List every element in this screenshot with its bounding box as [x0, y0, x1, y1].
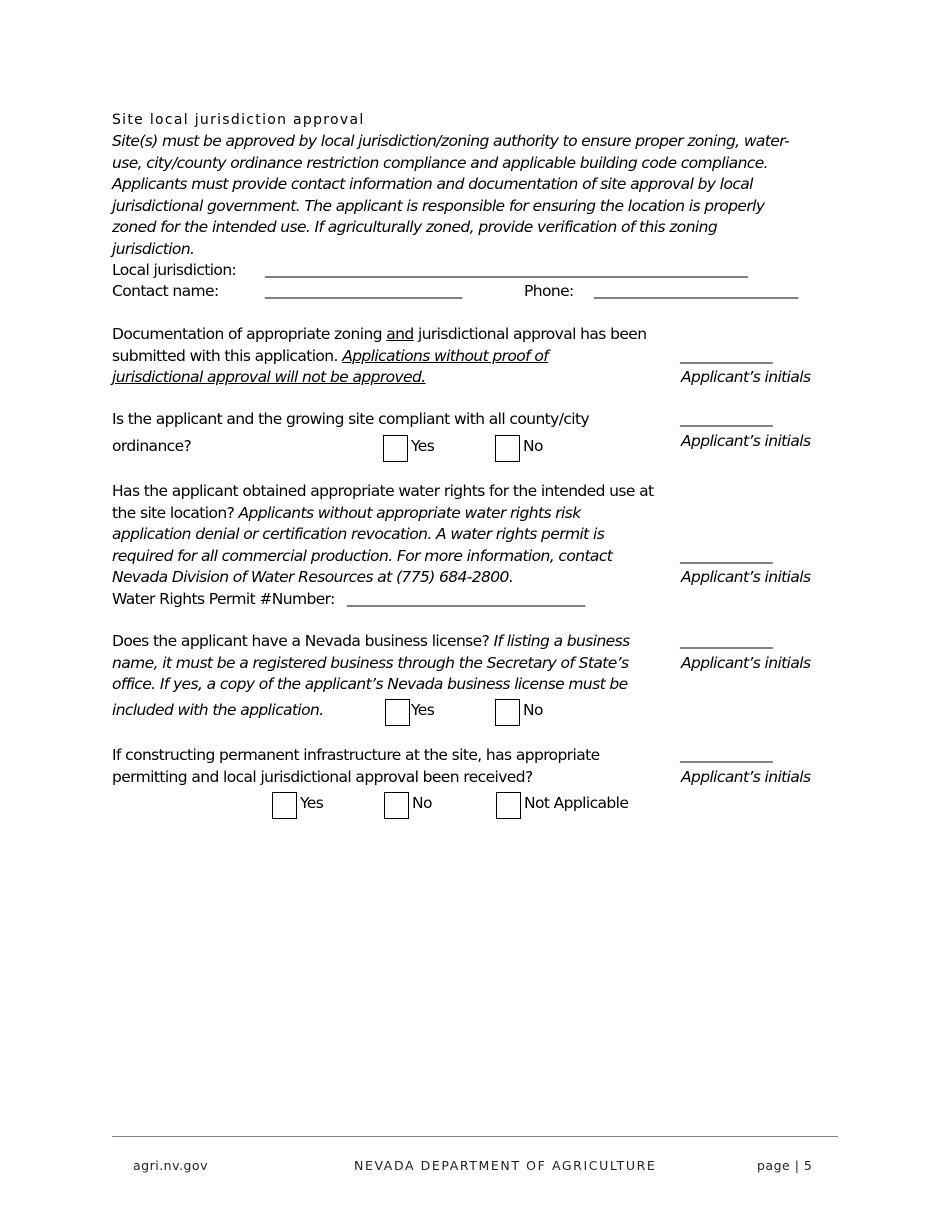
- q5-no-label: No: [412, 794, 432, 812]
- q2-line-2: ordinance?: [112, 437, 192, 455]
- q4-line-4: included with the application.: [112, 701, 324, 719]
- q4-line-2: name, it must be a registered business through the Secretary of State’s: [112, 653, 629, 672]
- q3-permit-label: Water Rights Permit #Number:: [112, 589, 335, 608]
- q2-line-1: Is the applicant and the growing site compliant with all county/city: [112, 410, 590, 428]
- q3-text-plain: the site location?: [112, 503, 239, 522]
- q5-initials-label: Applicant’s initials: [681, 767, 811, 786]
- q5-yes-label: Yes: [300, 794, 324, 812]
- q3-initials-field[interactable]: ______________: [680, 547, 773, 564]
- q5-initials-field[interactable]: ______________: [680, 747, 773, 763]
- q3-line-1: Has the applicant obtained appropriate water rights for the intended use at: [112, 482, 654, 500]
- q4-no-label: No: [523, 701, 543, 719]
- q2-no-label: No: [523, 437, 543, 455]
- q5-line-1: If constructing permanent infrastructure at the site, has appropriate: [112, 746, 600, 764]
- intro-line-6: jurisdiction.: [112, 239, 195, 258]
- q4-yes-checkbox[interactable]: [385, 699, 410, 726]
- local-jurisdiction-label: Local jurisdiction:: [112, 261, 237, 279]
- q4-text-plain: Does the applicant have a Nevada business license?: [112, 632, 494, 650]
- q1-line-2: [112, 346, 548, 368]
- q1-initials-field[interactable]: ______________: [680, 347, 773, 364]
- q5-na-label: Not Applicable: [524, 794, 629, 812]
- q1-text-b: jurisdictional approval has been: [413, 325, 647, 343]
- q2-initials-field[interactable]: ______________: [680, 411, 773, 427]
- q4-initials-label: Applicant’s initials: [681, 653, 811, 672]
- intro-line-5: zoned for the intended use. If agriculturally zoned, provide verification of this zoning: [112, 218, 718, 236]
- intro-line-4: jurisdictional government. The applicant is responsible for ensuring the location is properly: [112, 196, 765, 215]
- footer-divider: [112, 1136, 838, 1137]
- intro-line-2: use, city/county ordinance restriction compliance and applicable building code compliance.: [112, 153, 768, 172]
- q5-no-checkbox[interactable]: [384, 792, 409, 819]
- q3-line-5: Nevada Division of Water Resources at (775) 684-2800.: [112, 568, 514, 586]
- q1-initials-label: Applicant’s initials: [681, 368, 811, 386]
- q3-initials-label: Applicant’s initials: [681, 568, 811, 586]
- q3-line-3: application denial or certification revocation. A water rights permit is: [112, 525, 605, 543]
- contact-name-label: Contact name:: [112, 282, 219, 300]
- footer-organization: NEVADA DEPARTMENT OF AGRICULTURE: [354, 1158, 657, 1173]
- q3-permit-field[interactable]: ___________________________________: [347, 590, 586, 607]
- q1-line-1: [112, 324, 646, 346]
- q4-no-checkbox[interactable]: [495, 699, 520, 726]
- footer-page-number: page | 5: [757, 1158, 813, 1173]
- section-heading: Site local jurisdiction approval: [112, 112, 365, 128]
- q2-no-checkbox[interactable]: [495, 435, 520, 462]
- q1-text-underlined: and: [386, 325, 414, 343]
- intro-line-1: Site(s) must be approved by local jurisdiction/zoning authority to ensure proper zoning, water-: [112, 132, 790, 150]
- q2-yes-checkbox[interactable]: [383, 435, 408, 462]
- q3-text-italic: Applicants without appropriate water rights risk: [238, 503, 581, 522]
- q4-line-3: office. If yes, a copy of the applicant’s Nevada business license must be: [112, 675, 628, 693]
- q1-text-plain: submitted with this application.: [112, 346, 343, 365]
- q3-line-4: required for all commercial production. For more information, contact: [112, 546, 613, 565]
- q2-initials-label: Applicant’s initials: [681, 432, 811, 450]
- q4-yes-label: Yes: [411, 701, 435, 719]
- q4-text-italic: If listing a business: [493, 632, 630, 650]
- q5-na-checkbox[interactable]: [496, 792, 521, 819]
- q1-warning-1: Applications without proof of: [342, 346, 549, 365]
- contact-name-field[interactable]: _____________________________: [265, 283, 463, 299]
- q5-line-2: permitting and local jurisdictional approval been received?: [112, 767, 533, 786]
- local-jurisdiction-field[interactable]: _______________________________________________________________________: [265, 262, 748, 278]
- phone-label: Phone:: [524, 282, 574, 300]
- q2-yes-label: Yes: [411, 437, 435, 455]
- q1-warning-2: jurisdictional approval will not be approved.: [112, 368, 426, 386]
- footer-website: agri.nv.gov: [133, 1158, 208, 1173]
- q3-line-2: [112, 503, 581, 525]
- q5-yes-checkbox[interactable]: [272, 792, 297, 819]
- q4-initials-field[interactable]: ______________: [680, 633, 773, 649]
- phone-field[interactable]: ______________________________: [594, 283, 799, 299]
- q1-text-a: Documentation of appropriate zoning: [112, 325, 387, 343]
- q4-line-1: [112, 631, 630, 653]
- intro-line-3: Applicants must provide contact information and documentation of site approval by local: [112, 175, 753, 193]
